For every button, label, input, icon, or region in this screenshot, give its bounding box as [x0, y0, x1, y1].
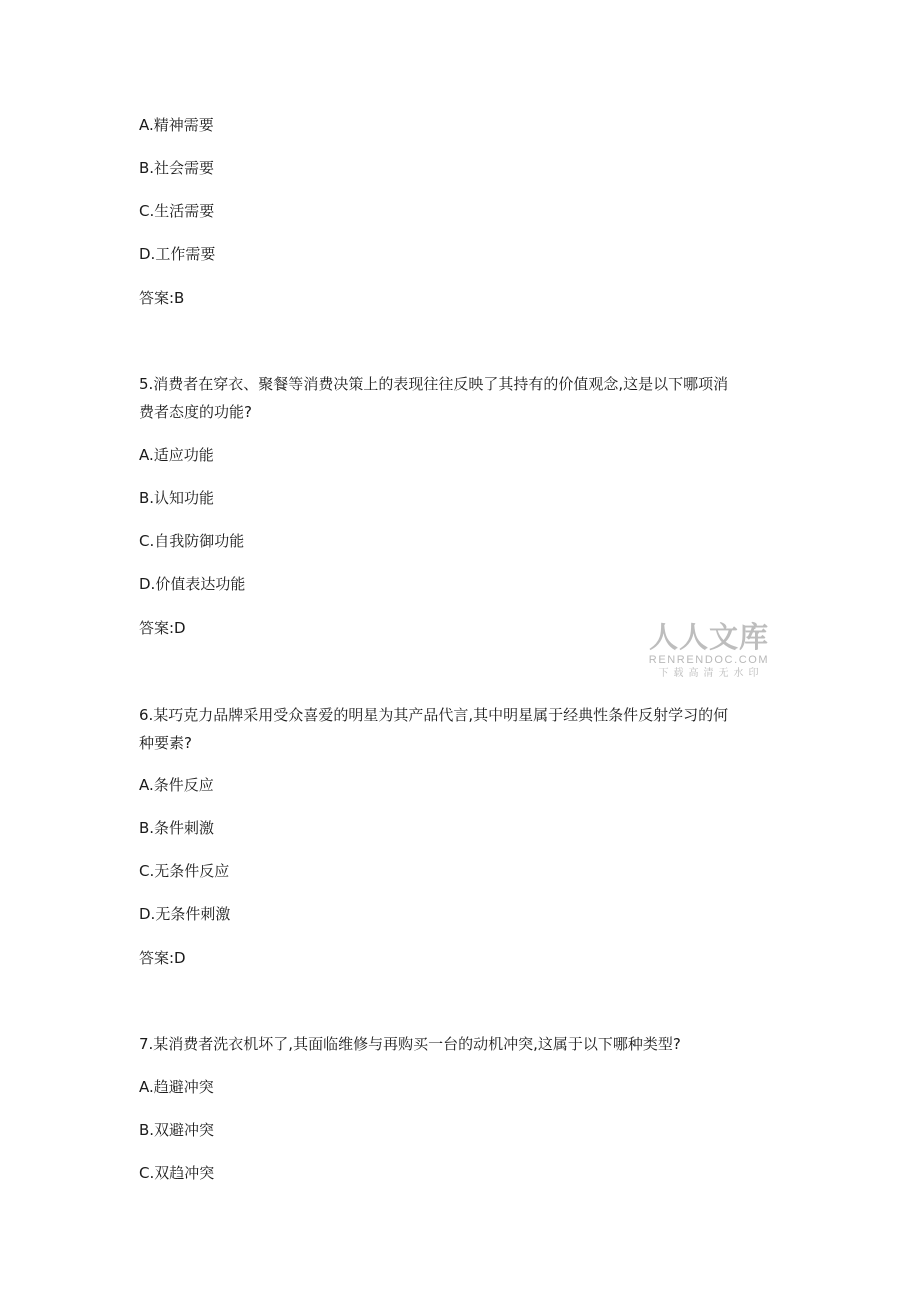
- q6-option-b: B.条件刺激: [139, 819, 215, 837]
- q6-question-line1: 6.某巧克力品牌采用受众喜爱的明星为其产品代言,其中明星属于经典性条件反射学习的何: [139, 706, 729, 724]
- q4-answer: 答案:B: [139, 289, 185, 307]
- q5-question-line2: 费者态度的功能?: [139, 403, 252, 421]
- q7-option-a: A.趋避冲突: [139, 1078, 214, 1096]
- q6-option-a: A.条件反应: [139, 776, 214, 794]
- q6-option-d: D.无条件刺激: [139, 905, 231, 923]
- watermark-tagline: 下载高清无水印: [658, 668, 764, 679]
- q5-option-b: B.认知功能: [139, 489, 215, 507]
- q4-option-b: B.社会需要: [139, 159, 215, 177]
- q4-option-c: C.生活需要: [139, 202, 215, 220]
- watermark-title: 人人文库: [648, 620, 769, 654]
- q6-option-c: C.无条件反应: [139, 862, 230, 880]
- q5-answer: 答案:D: [139, 619, 186, 637]
- q7-question-line1: 7.某消费者洗衣机坏了,其面临维修与再购买一台的动机冲突,这属于以下哪种类型?: [139, 1035, 681, 1053]
- q7-option-b: B.双避冲突: [139, 1121, 215, 1139]
- watermark-domain: RENRENDOC.COM: [648, 654, 770, 666]
- q6-question-line2: 种要素?: [139, 734, 192, 752]
- q5-option-a: A.适应功能: [139, 446, 214, 464]
- q6-answer: 答案:D: [139, 949, 186, 967]
- q5-option-c: C.自我防御功能: [139, 532, 245, 550]
- q5-option-d: D.价值表达功能: [139, 575, 246, 593]
- q5-question-line1: 5.消费者在穿衣、聚餐等消费决策上的表现往往反映了其持有的价值观念,这是以下哪项消: [139, 375, 729, 393]
- q4-option-a: A.精神需要: [139, 116, 214, 134]
- renrendoc-watermark: [645, 620, 773, 681]
- q4-option-d: D.工作需要: [139, 245, 216, 263]
- q7-option-c: C.双趋冲突: [139, 1164, 215, 1182]
